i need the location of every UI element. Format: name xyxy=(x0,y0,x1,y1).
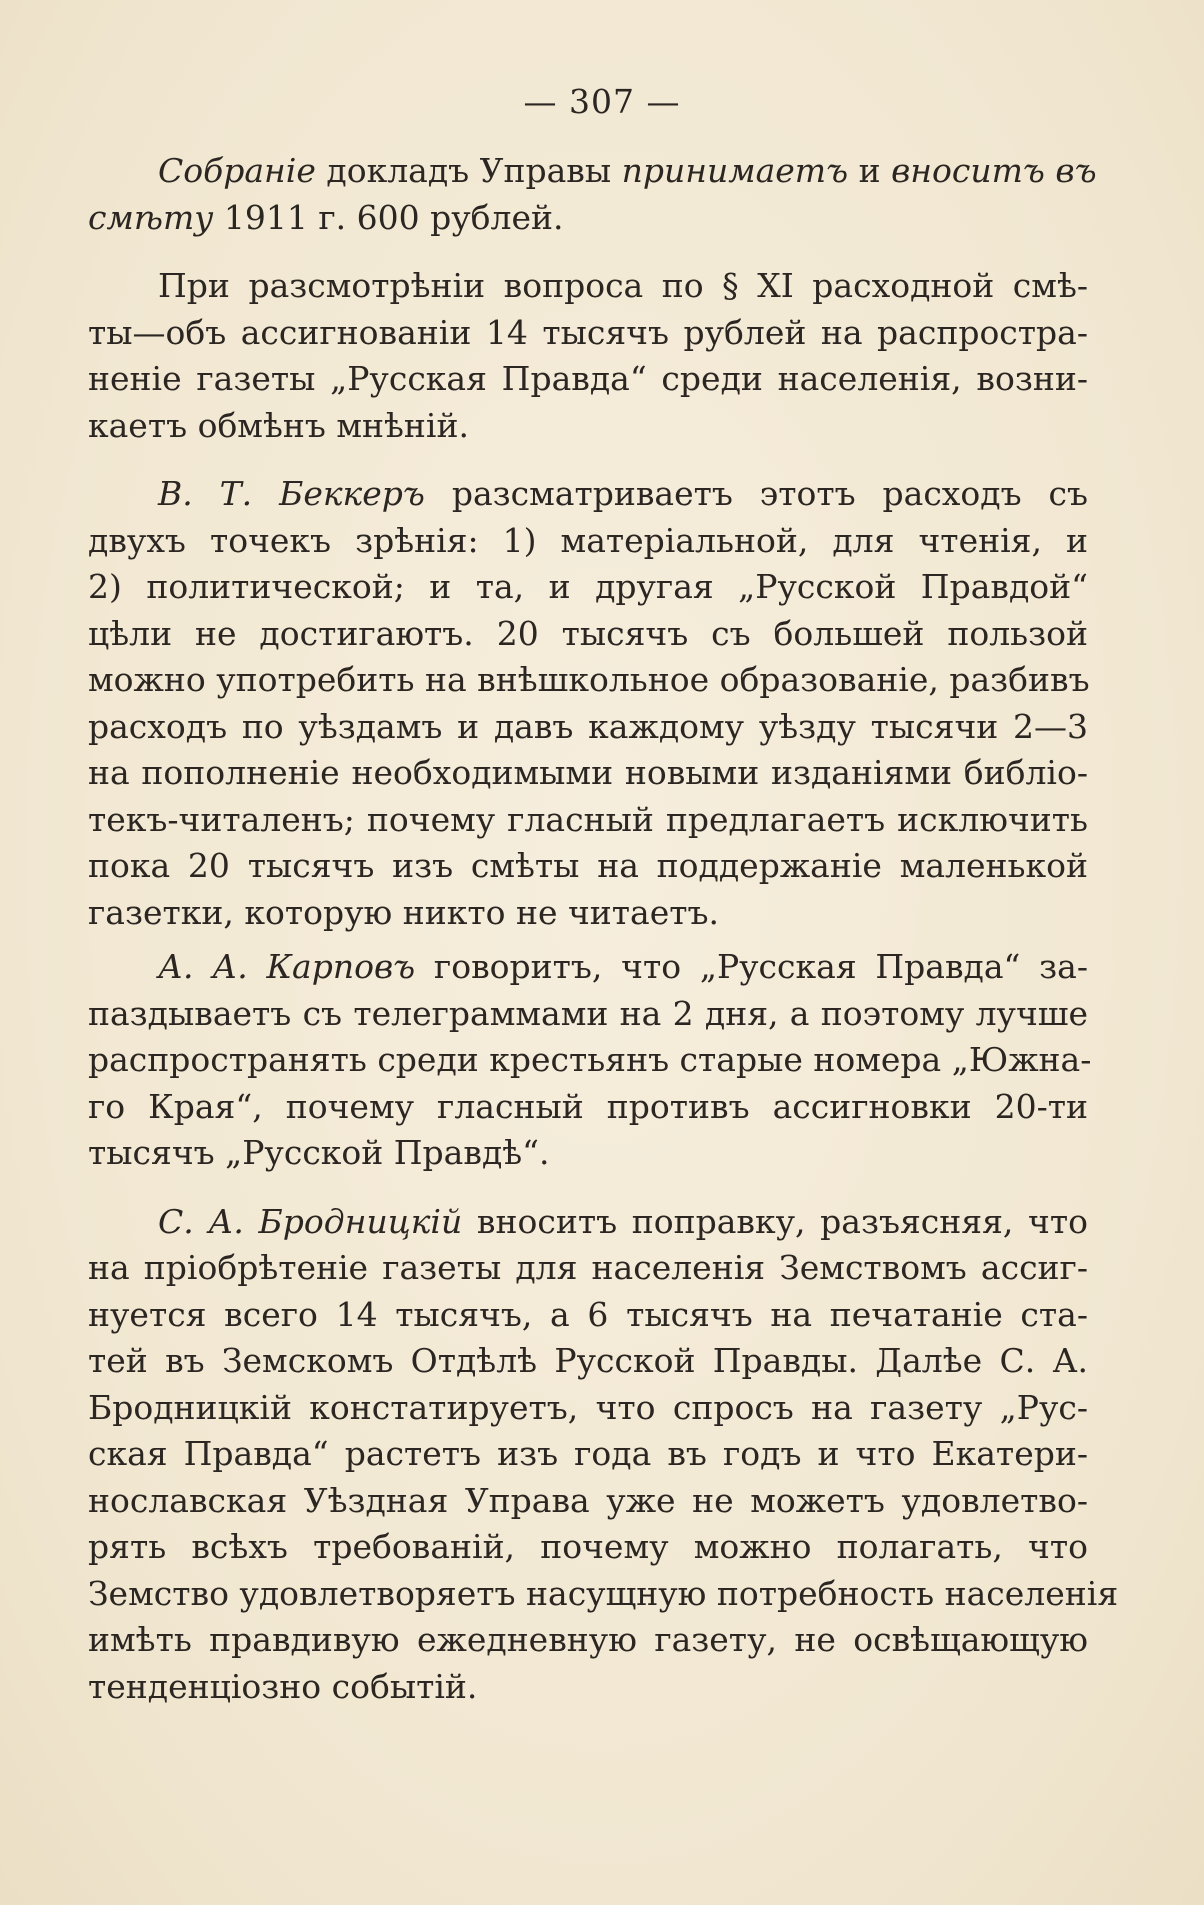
text-line xyxy=(88,356,1088,403)
text-line xyxy=(88,1199,1088,1246)
text-line xyxy=(88,843,1088,890)
text-line xyxy=(88,1338,1088,1385)
text-line xyxy=(88,564,1088,611)
speaker-name: вноситъ въ xyxy=(891,151,1097,190)
text-segment: докладъ Управы xyxy=(315,151,622,190)
text-segment: разсматриваетъ этотъ расходъ съ xyxy=(424,474,1088,513)
text-segment: и xyxy=(848,151,892,190)
text-line xyxy=(88,471,1088,518)
text-segment: говоритъ, что „Русская Правда“ за- xyxy=(415,947,1089,986)
paragraph xyxy=(88,148,1097,241)
speaker-name: А. А. Карповъ xyxy=(158,947,416,986)
text-line xyxy=(88,657,1088,704)
paragraph xyxy=(88,471,1088,936)
text-segment: 1911 г. 600 рублей. xyxy=(213,197,564,237)
text-segment: на пополненіе необходимыми новыми изданіями библіо- xyxy=(88,753,1088,792)
text-segment: нуется всего 14 тысячъ, а 6 тысячъ на печатаніе ста- xyxy=(88,1294,1088,1334)
text-line xyxy=(88,750,1088,797)
text-line xyxy=(88,611,1088,658)
text-line xyxy=(88,1130,1088,1177)
text-line xyxy=(88,263,1088,310)
speaker-name: смѣту xyxy=(88,197,214,237)
text-segment: расходъ по уѣздамъ и давъ каждому уѣзду тысячи 2—3 xyxy=(88,706,1088,746)
text-segment: вноситъ поправку, разъясняя, что xyxy=(462,1201,1088,1241)
text-line xyxy=(88,1524,1088,1571)
page-number: — 307 — xyxy=(523,82,681,121)
text-line xyxy=(88,704,1088,751)
text-line xyxy=(88,1431,1088,1478)
text-segment: неніе газеты „Русская Правда“ среди населенія, возни- xyxy=(88,359,1088,398)
text-segment: 2) политической; и та, и другая „Русской Правдой“ xyxy=(88,567,1088,606)
text-line xyxy=(88,797,1088,844)
text-line xyxy=(88,518,1088,565)
text-line xyxy=(88,890,1088,937)
text-line xyxy=(88,1571,1119,1618)
text-line xyxy=(88,991,1088,1038)
text-segment: цѣли не достигаютъ. 20 тысячъ съ большей пользой xyxy=(88,613,1088,653)
text-line xyxy=(88,403,1088,450)
text-segment: Земство удовлетворяетъ насущную потребность населенія xyxy=(88,1573,1119,1613)
text-segment: можно употребить на внѣшкольное образованіе, разбивъ xyxy=(88,660,1090,699)
text-line xyxy=(88,1245,1088,1292)
text-segment: тенденціозно событій. xyxy=(88,1666,478,1706)
speaker-name: С. А. Бродницкій xyxy=(158,1201,463,1241)
body-text xyxy=(88,148,1119,1710)
text-segment: Бродницкій констатируетъ, что спросъ на газету „Рус- xyxy=(88,1387,1088,1427)
text-line xyxy=(88,1617,1088,1664)
text-segment: распространять среди крестьянъ старые номера „Южна- xyxy=(88,1040,1092,1079)
text-segment: нославская Уѣздная Управа уже не можетъ удовлетво- xyxy=(88,1480,1088,1520)
text-line xyxy=(88,944,1088,991)
text-segment: тысячъ „Русской Правдѣ“. xyxy=(88,1133,550,1172)
paragraph xyxy=(88,944,1092,1177)
text-segment: пока 20 тысячъ изъ смѣты на поддержаніе маленькой xyxy=(88,846,1088,885)
text-segment: имѣть правдивую ежедневную газету, не освѣщающую xyxy=(88,1620,1088,1659)
text-segment: го Края“, почему гласный противъ ассигновки 20-ти xyxy=(88,1086,1088,1126)
text-line xyxy=(88,310,1088,357)
text-line xyxy=(88,1478,1088,1525)
text-segment: При разсмотрѣніи вопроса по § XI расходной смѣ- xyxy=(158,266,1088,305)
text-line xyxy=(88,148,1097,195)
text-segment: рять всѣхъ требованій, почему можно полагать, что xyxy=(88,1527,1088,1566)
text-segment: двухъ точекъ зрѣнія: 1) матеріальной, для чтенія, и xyxy=(88,520,1088,560)
text-segment: газетки, которую никто не читаетъ. xyxy=(88,892,719,932)
speaker-name: Собраніе xyxy=(158,151,316,190)
text-segment: на пріобрѣтеніе газеты для населенія Земствомъ ассиг- xyxy=(88,1248,1088,1287)
paragraph xyxy=(88,263,1088,449)
text-line xyxy=(88,1084,1088,1131)
paragraph xyxy=(88,1199,1119,1711)
text-line xyxy=(88,1385,1088,1432)
text-line xyxy=(88,1664,1088,1711)
text-segment: ты—объ ассигнованіи 14 тысячъ рублей на распростра- xyxy=(88,312,1088,352)
text-segment: текъ-читаленъ; почему гласный предлагаетъ исключить xyxy=(88,799,1088,839)
text-line xyxy=(88,1037,1092,1084)
text-segment: тей въ Земскомъ Отдѣлѣ Русской Правды. Далѣе С. А. xyxy=(88,1341,1088,1380)
text-segment: ская Правда“ растетъ изъ года въ годъ и что Екатери- xyxy=(88,1434,1088,1473)
text-line xyxy=(88,1292,1088,1339)
text-segment: каетъ обмѣнъ мнѣній. xyxy=(88,405,469,445)
speaker-name: принимаетъ xyxy=(621,151,849,190)
text-line xyxy=(88,195,1088,242)
text-segment: паздываетъ съ телеграммами на 2 дня, а поэтому лучше xyxy=(88,993,1088,1033)
speaker-name: В. Т. Беккеръ xyxy=(158,474,425,513)
